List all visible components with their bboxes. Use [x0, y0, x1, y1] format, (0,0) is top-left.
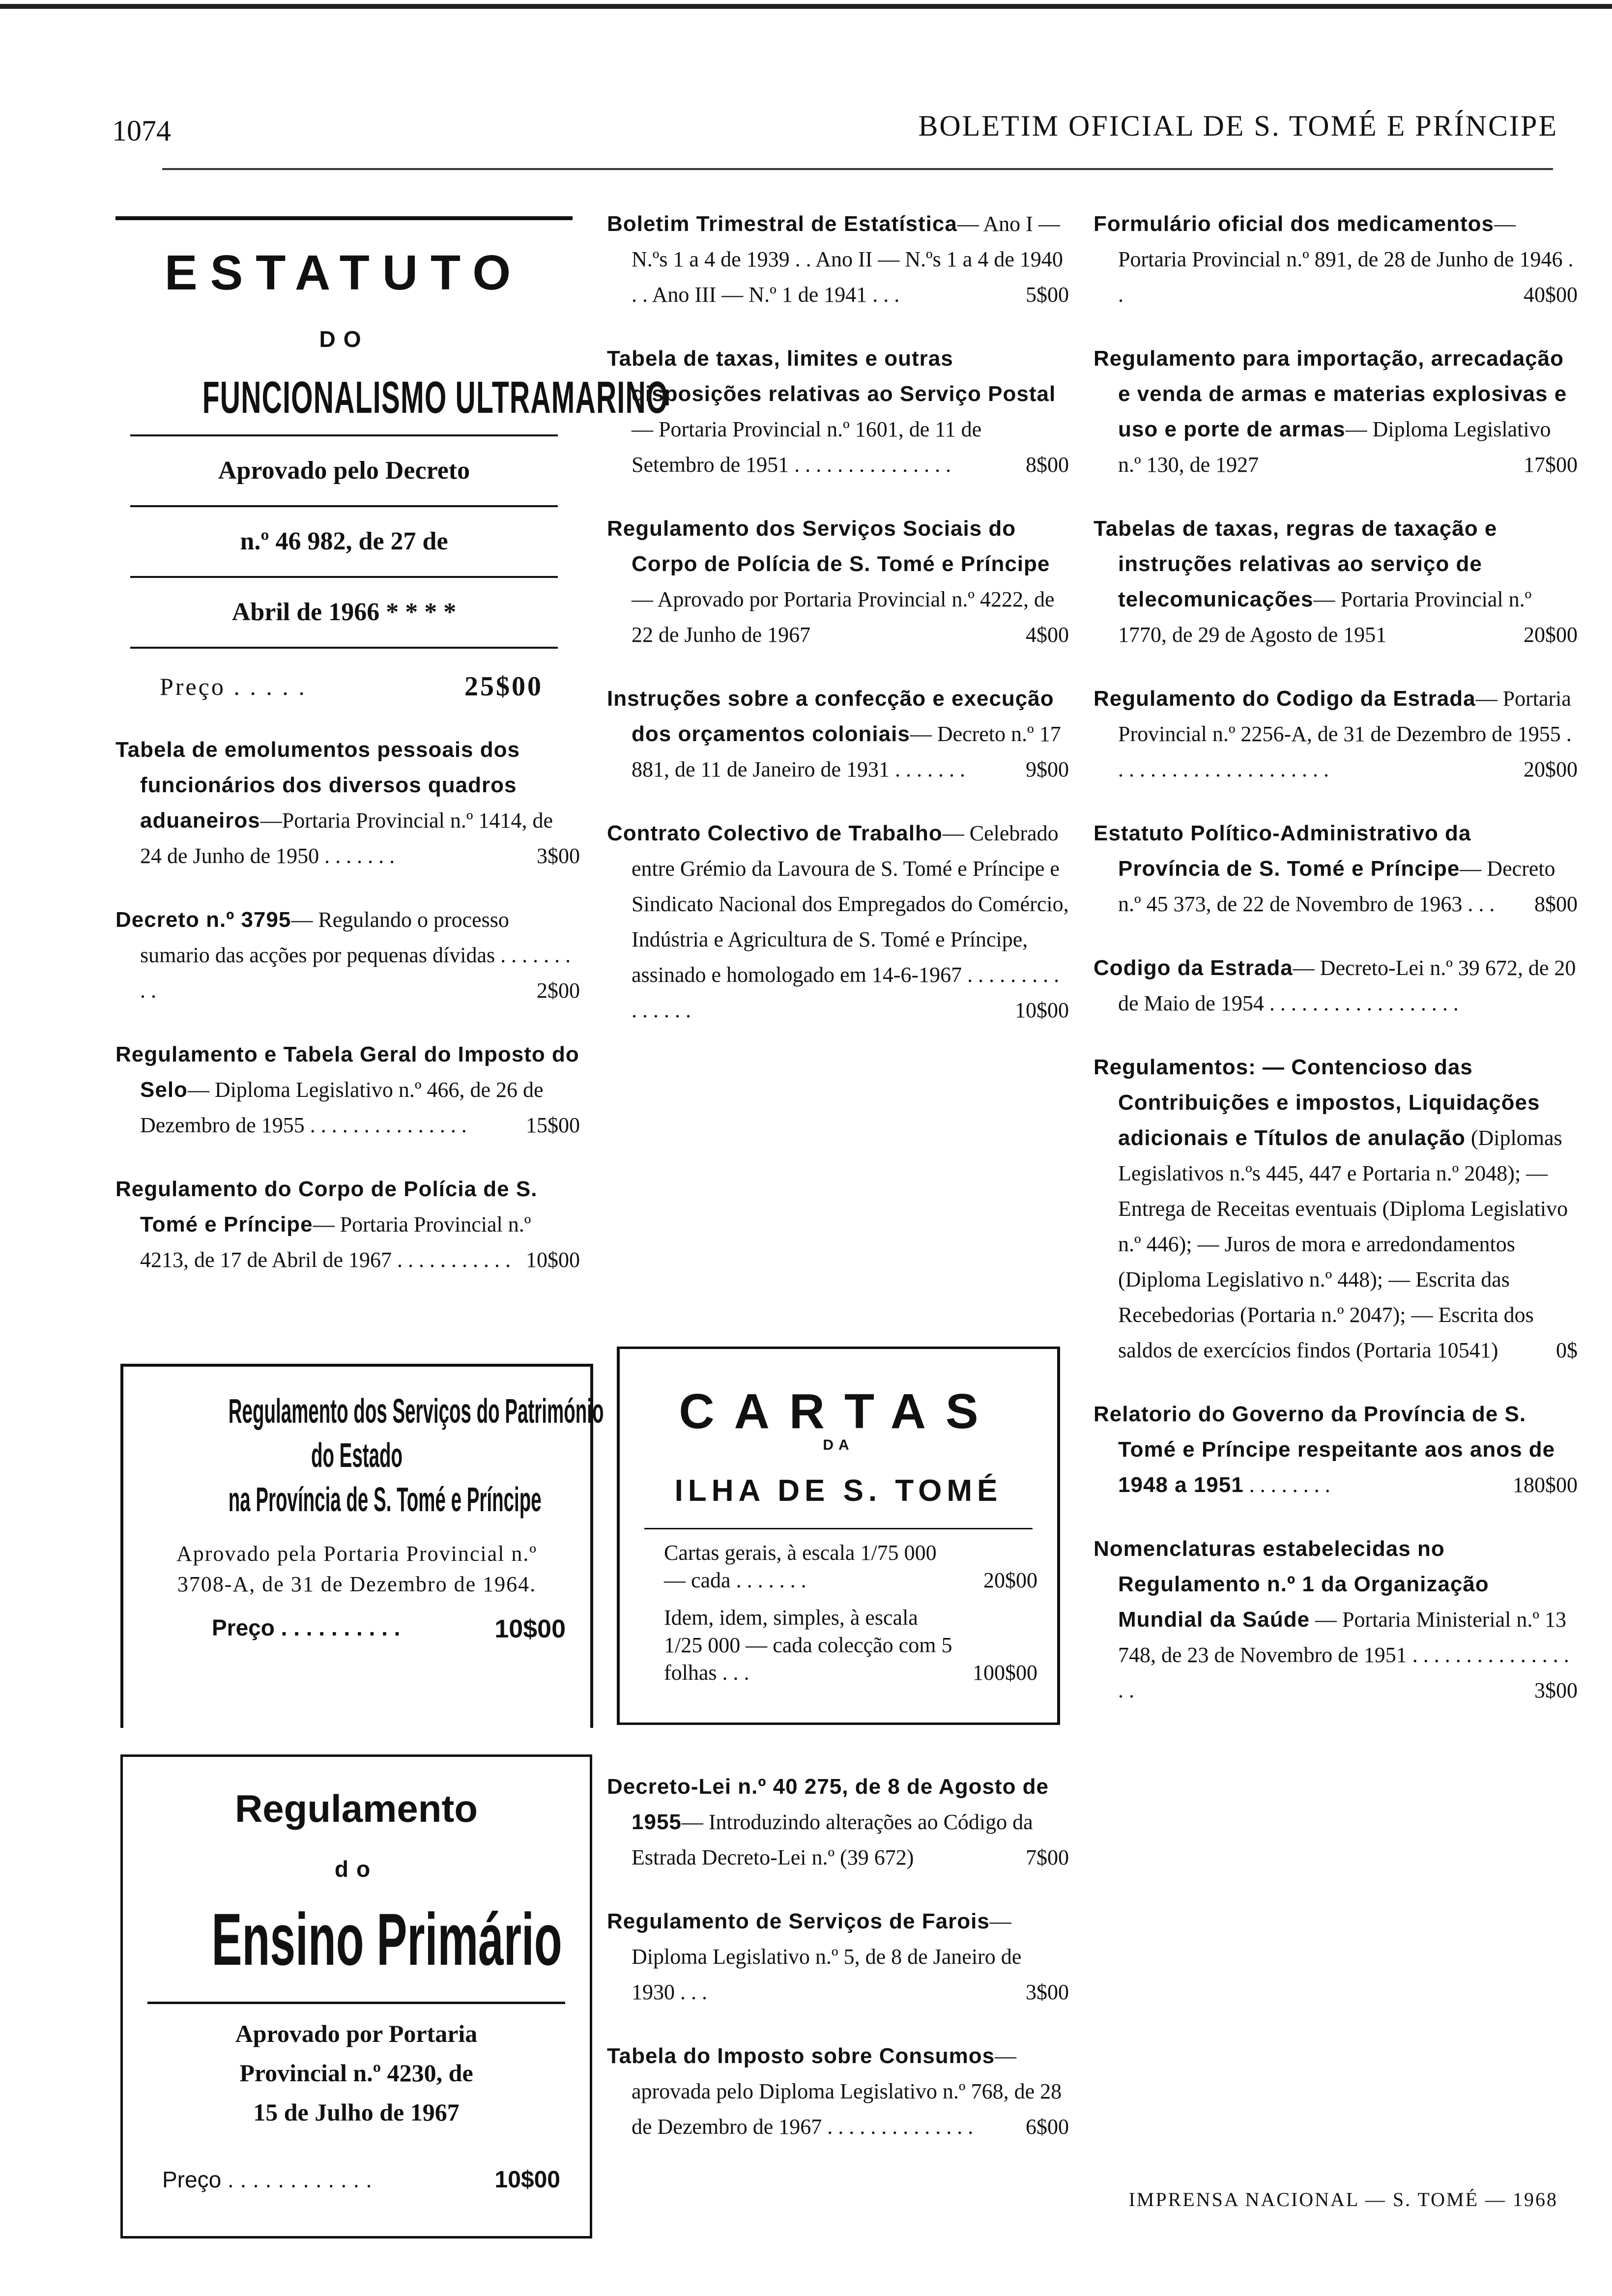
ensino-line1: Regulamento	[234, 1787, 478, 1830]
entry-desc: — Decreto n.º 45 373, de 22 de Novembro de 1963 . . .	[1118, 857, 1555, 916]
entry-desc: — Decreto n.º 17 881, de 11 de Janeiro de 1931 . . . . . . .	[632, 722, 1061, 781]
entry-title: Regulamento de Serviços de Farois	[607, 1909, 990, 1933]
estatuto-line1: Aprovado pelo Decreto	[218, 457, 470, 485]
cartas-da: DA	[823, 1437, 854, 1453]
estatuto-title: ESTATUTO	[164, 245, 524, 300]
entry-title: Formulário oficial dos medicamentos	[1094, 212, 1494, 236]
ensino-approved1: Aprovado por Portaria	[235, 2020, 478, 2047]
cartas-title: CARTAS	[679, 1384, 998, 1439]
entry-title: Estatuto Político-Administrativo da Província de S. Tomé e Príncipe	[1094, 821, 1471, 881]
ensino-approved2: Provincial n.º 4230, de	[239, 2059, 473, 2087]
list-item	[607, 206, 1069, 313]
ensino-approved3: 15 de Julho de 1967	[253, 2098, 460, 2126]
estatuto-subtitle: FUNCIONALISMO ULTRAMARINO	[202, 373, 669, 423]
cartas-box	[617, 1347, 1060, 1725]
estatuto-rule	[130, 505, 558, 507]
entry-price: 8$00	[1534, 892, 1578, 916]
entry-desc: (Diplomas Legislativos n.ºs 445, 447 e Portaria n.º 2048); — Entrega de Receitas eventuais (Diploma Legislativo n.º 446); — Juros de mora e arredondamentos (Diploma Legislativo n.º 448); — Escrita das Recebedorias (Portaria n.º 2047); — Escrita dos saldos de exercícios findos (Portaria 10541)	[1118, 1126, 1568, 1362]
entry-price: 17$00	[1524, 453, 1578, 477]
ensino-box	[120, 1754, 592, 2239]
column-b-lower-list	[607, 1769, 1069, 2173]
entry-price: 40$00	[1524, 283, 1578, 307]
list-item	[1094, 950, 1578, 1021]
patrimonio-desc: Aprovado pela Portaria Provincial n.º 3708-A, de 31 de Dezembro de 1964.	[176, 1542, 538, 1596]
column-c-list	[1094, 206, 1578, 1737]
patrimonio-price	[212, 1614, 566, 1641]
entry-price: 3$00	[537, 844, 580, 868]
entry-price: 10$00	[1015, 998, 1069, 1022]
entry-price: 2$00	[537, 978, 580, 1003]
page-title: BOLETIM OFICIAL DE S. TOMÉ E PRÍNCIPE	[918, 110, 1558, 142]
entry-price: 20$00	[1524, 623, 1578, 647]
entry-price: 180$00	[1513, 1473, 1578, 1497]
list-item	[607, 2038, 1069, 2145]
list-item	[1094, 341, 1578, 483]
entry-title: Regulamento do Corpo de Polícia de S. Tomé e Príncipe	[115, 1177, 538, 1236]
entry-title: Tabela de taxas, limites e outras disposições relativas ao Serviço Postal	[607, 346, 1056, 406]
entry-desc: — Aprovado por Portaria Provincial n.º 4222, de 22 de Junho de 1967	[632, 587, 1055, 647]
cartas-rule	[644, 1528, 1033, 1529]
entry-desc: — Portaria Provincial n.º 891, de 28 de Junho de 1946 . .	[1118, 212, 1574, 307]
cartas-item-text: Cartas gerais, à escala 1/75 000 — cada . . . . . . .	[664, 1541, 937, 1592]
entry-desc: — Diploma Legislativo n.º 5, de 8 de Janeiro de 1930 . . .	[632, 1909, 1022, 2004]
list-item	[607, 1904, 1069, 2010]
entry-title: Nomenclaturas estabelecidas no Regulamento n.º 1 da Organização Mundial da Saúde	[1094, 1537, 1489, 1632]
entry-price: 9$00	[1026, 757, 1069, 781]
entry-desc: — Portaria Ministerial n.º 13 748, de 23 de Novembro de 1951 . . . . . . . . . . . . . . . . .	[1118, 1607, 1569, 1702]
cartas-subtitle: ILHA DE S. TOMÉ	[674, 1474, 1003, 1508]
column-a-list	[115, 732, 580, 1306]
entry-price: 10$00	[526, 1248, 580, 1272]
list-item	[115, 1172, 580, 1278]
cartas-item-price: 100$00	[973, 1661, 1037, 1685]
entry-desc: — Diploma Legislativo n.º 466, de 26 de Dezembro de 1955 . . . . . . . . . . . . . . .	[140, 1078, 544, 1137]
estatuto-rule	[130, 434, 558, 436]
estatuto-price-value: 25$00	[464, 671, 543, 702]
ensino-rule	[147, 2002, 565, 2004]
estatuto-price	[115, 660, 573, 714]
top-border-line	[0, 4, 1612, 9]
entry-desc: — Introduzindo alterações ao Código da Estrada Decreto-Lei n.º (39 672)	[632, 1810, 1033, 1869]
entry-title: Boletim Trimestral de Estatística	[607, 212, 957, 236]
list-item	[1094, 816, 1578, 922]
page-number: 1074	[112, 115, 171, 147]
list-item	[1094, 206, 1578, 313]
entry-title: Regulamento do Codigo da Estrada	[1094, 687, 1476, 711]
entry-desc: — aprovada pelo Diploma Legislativo n.º 768, de 28 de Dezembro de 1967 . . . . . . . . . . . . . .	[632, 2044, 1062, 2139]
patrimonio-line2: do Estado	[311, 1436, 403, 1474]
entry-title: Tabela de emolumentos pessoais dos funcionários dos diversos quadros aduaneiros	[115, 738, 520, 832]
cartas-item-text: Idem, idem, simples, à escala 1/25 000 — cada colecção com 5 folhas . . .	[664, 1606, 952, 1685]
list-item	[115, 902, 580, 1008]
list-item	[1094, 1397, 1578, 1503]
header-divider	[162, 168, 1553, 170]
entry-title: Regulamento dos Serviços Sociais do Corpo de Polícia de S. Tomé e Príncipe	[607, 517, 1050, 576]
list-item	[115, 1037, 580, 1143]
entry-desc: — Portaria Provincial n.º 1601, de 11 de Setembro de 1951 . . . . . . . . . . . . . . .	[632, 417, 982, 477]
entry-desc: — Regulando o processo sumario das acções por pequenas dívidas . . . . . . . . .	[140, 908, 571, 1003]
estatuto-do: DO	[319, 326, 369, 352]
entry-desc: — Celebrado entre Grémio da Lavoura de S. Tomé e Príncipe e Sindicato Nacional dos Empregados do Comércio, Indústria e Agricultura de S. Tomé e Príncipe, assinado e homologado em 14-6-1967 . . . . . . . . . . . . . . .	[632, 821, 1069, 1022]
entry-title: Decreto-Lei n.º 40 275, de 8 de Agosto de 1955	[607, 1775, 1049, 1834]
cartas-item	[664, 1604, 1037, 1687]
entry-desc: — Ano I — N.ºs 1 a 4 de 1939 . . Ano II — N.ºs 1 a 4 de 1940 . . Ano III — N.º 1 de 1941 . . .	[632, 212, 1063, 307]
entry-title: Codigo da Estrada	[1094, 956, 1293, 980]
entry-price: 3$00	[1026, 1980, 1069, 2004]
entry-price: 3$00	[1534, 1678, 1578, 1702]
estatuto-line2: n.º 46 982, de 27 de	[240, 527, 448, 555]
entry-price: 4$00	[1026, 623, 1069, 647]
ensino-price	[162, 2166, 560, 2193]
entry-price: 5$00	[1026, 283, 1069, 307]
entry-desc: — Portaria Provincial n.º 2256-A, de 31 de Dezembro de 1955 . . . . . . . . . . . . . . . . . . . . .	[1118, 687, 1572, 781]
patrimonio-line1: Regulamento dos Serviços do Património	[228, 1392, 604, 1430]
entry-desc: —Portaria Provincial n.º 1414, de 24 de Junho de 1950 . . . . . . .	[140, 808, 553, 868]
list-item	[607, 511, 1069, 653]
entry-title: Relatorio do Governo da Província de S. Tomé e Príncipe respeitante aos anos de 1948 a 1951	[1094, 1402, 1555, 1497]
list-item	[607, 341, 1069, 483]
estatuto-rule	[130, 576, 558, 578]
patrimonio-line3: na Província de S. Tomé e Príncipe	[228, 1480, 542, 1519]
entry-price: 0$	[1556, 1338, 1578, 1362]
estatuto-box	[115, 216, 669, 702]
imprint-footer: IMPRENSA NACIONAL — S. TOMÉ — 1968	[1128, 2188, 1558, 2210]
ensino-line3: Ensino Primário	[211, 1898, 562, 1980]
entry-title: Regulamento e Tabela Geral do Imposto do Selo	[115, 1042, 579, 1102]
patrimonio-box	[120, 1364, 604, 1728]
cartas-item-price: 20$00	[983, 1568, 1037, 1592]
ensino-price-value: 10$00	[494, 2167, 560, 2193]
estatuto-line3: Abril de 1966 * * * *	[231, 598, 457, 626]
list-item	[115, 732, 580, 874]
entry-title: Tabelas de taxas, regras de taxação e instruções relativas ao serviço de telecomunicações	[1094, 517, 1497, 611]
list-item	[1094, 1531, 1578, 1708]
ensino-line2: do	[334, 1856, 378, 1882]
entry-desc: — Portaria Provincial n.º 4213, de 17 de Abril de 1967 . . . . . . . . . . .	[140, 1212, 531, 1272]
entry-title: Tabela do Imposto sobre Consumos	[607, 2044, 995, 2068]
list-item	[1094, 511, 1578, 653]
entry-desc: — Diploma Legislativo n.º 130, de 1927	[1118, 417, 1551, 477]
patrimonio-price-label: Preço . . . . . . . . . .	[212, 1615, 401, 1640]
entry-desc: . . . . . . . .	[1249, 1473, 1330, 1497]
list-item	[607, 681, 1069, 787]
entry-title: Regulamento para importação, arrecadação e venda de armas e materias explosivas e uso e porte de armas	[1094, 346, 1567, 441]
entry-price: 8$00	[1026, 453, 1069, 477]
entry-desc: — Portaria Provincial n.º 1770, de 29 de Agosto de 1951	[1118, 587, 1532, 647]
estatuto-price-label: Preço . . . . .	[160, 673, 307, 700]
patrimonio-price-value: 10$00	[494, 1615, 566, 1643]
column-b-list	[607, 206, 1069, 1057]
list-item	[1094, 1050, 1578, 1368]
entry-price: 7$00	[1026, 1845, 1069, 1869]
entry-price: 6$00	[1026, 2115, 1069, 2139]
list-item	[607, 1769, 1069, 1875]
list-item	[1094, 681, 1578, 787]
entry-desc: — Decreto-Lei n.º 39 672, de 20 de Maio de 1954 . . . . . . . . . . . . . . . . . .	[1118, 956, 1576, 1015]
entry-title: Instruções sobre a confecção e execução dos orçamentos coloniais	[607, 687, 1054, 746]
list-item	[607, 816, 1069, 1028]
entry-title: Contrato Colectivo de Trabalho	[607, 821, 943, 845]
ensino-price-label: Preço . . . . . . . . . . . .	[162, 2167, 372, 2192]
entry-title: Decreto n.º 3795	[115, 908, 291, 932]
estatuto-rule	[130, 647, 558, 649]
entry-title: Regulamentos: — Contencioso das Contribuições e impostos, Liquidações adicionais e Títulos de anulação	[1094, 1055, 1540, 1150]
entry-price: 15$00	[526, 1113, 580, 1137]
cartas-item	[664, 1539, 1037, 1594]
entry-price: 20$00	[1524, 757, 1578, 781]
